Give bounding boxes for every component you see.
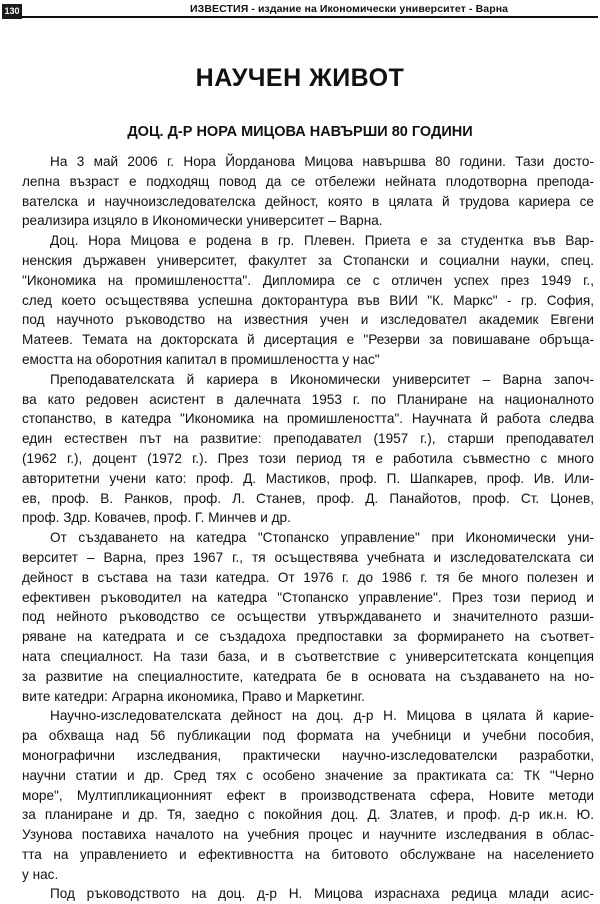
text-line: море", Мултипликационният ефект в производствената сфера, Новите методи	[22, 787, 594, 803]
text-line: научни статии и др. Сред тях с особено значение за практиката са: ТК "Черно	[22, 767, 594, 783]
text-line: един естествен път на развитие: преподавател (1957 г.), старши преподавател	[22, 431, 594, 447]
text-line: ефективен ръководител на катедра "Стопанско управление". През този период и	[22, 589, 594, 605]
text-line: ненския държавен университет, факултет за Стопански и социални науки, спец.	[22, 252, 594, 268]
text-line: стопанство, в катедра "Икономика на промишлеността". Научната й работа следва	[22, 411, 594, 427]
text-line: Матеев. Темата на докторската й дисертация е "Резерви за повишаване обръща-	[22, 332, 594, 348]
text-line: На 3 май 2006 г. Нора Йорданова Мицова навършва 80 години. Тази досто-	[50, 154, 594, 169]
paragraph	[22, 706, 594, 884]
text-line: лепна възраст е подходящ повод да се отбележи нейната плодотворна препода-	[22, 173, 594, 189]
text-line: след което осъществява успешна докторантура във ВИИ "К. Маркс" - гр. София,	[22, 292, 594, 308]
text-line: От създаването на катедра "Стопанско управление" при Икономически уни-	[50, 530, 594, 546]
text-line: авторитетни учени като: проф. Д. Мастиков, проф. П. Шапкарев, проф. Ив. Или-	[22, 470, 594, 486]
text-line: ев, проф. В. Ранков, проф. Л. Станев, проф. Д. Панайотов, проф. Ст. Цонев,	[22, 490, 594, 506]
text-line: Научно-изследователската дейност на доц. д-р Н. Мицова в цялата й карие-	[50, 708, 594, 724]
article-body	[22, 152, 594, 904]
text-line: тта на управлението и ефективността на битовото обслужване на населението	[22, 846, 594, 862]
journal-title: ИЗВЕСТИЯ - издание на Икономически университет - Варна	[190, 3, 509, 15]
page-number: 130	[2, 4, 22, 19]
text-line: вателска и научноизследователска дейност, която в цялата й трудова кариера се	[22, 193, 594, 209]
text-line: под научното ръководство на известния учен и изследовател академик Евгени	[22, 312, 594, 328]
text-line: Преподавателската й кариера в Икономически университет – Варна започ-	[50, 371, 594, 387]
text-line: ва като редовен асистент в далечната 1953 г. по Планиране на националното	[22, 391, 594, 407]
text-line: под нейното ръководство се осъществи утвърждаването и значителното разши-	[22, 609, 594, 625]
text-line: монографични изследвания, практически научно-изследователски разработки,	[22, 747, 594, 763]
text-line: вите катедри: Аграрна икономика, Право и Маркетинг.	[22, 688, 365, 704]
article-title: ДОЦ. Д-Р НОРА МИЦОВА НАВЪРШИ 80 ГОДИНИ	[127, 124, 473, 140]
text-line: дейност в състава на тази катедра. От 1976 г. до 1986 г. тя бе много полезен и	[22, 569, 594, 585]
text-line: за развитие на специалностите, катедрата бе в основата на създаването на но-	[22, 668, 594, 684]
running-header	[0, 0, 600, 22]
text-line: емостта на оборотния капитал в промишлеността у нас"	[22, 351, 380, 367]
header-rule	[22, 16, 598, 18]
text-line: (1962 г.), доцент (1972 г.). През този период тя е работила съвместно с много	[22, 450, 594, 466]
text-line: проф. Здр. Ковачев, проф. Г. Минчев и др.	[22, 510, 291, 526]
paragraph	[22, 370, 594, 528]
text-line: у нас.	[22, 866, 59, 882]
paragraph	[22, 231, 594, 370]
text-line: ната специалност. На тази база, и в съответствие с университетската концепция	[22, 648, 594, 664]
text-line: верситет – Варна, през 1967 г., тя осъществява учебната и изследователската си	[22, 549, 594, 565]
section-title: НАУЧЕН ЖИВОТ	[195, 64, 405, 92]
paragraph	[22, 528, 594, 706]
text-line: реализира изцяло в Икономически университет – Варна.	[22, 213, 383, 229]
text-line: "Икономика на промишлеността". Дипломира се с отличен успех през 1949 г.,	[22, 272, 594, 288]
text-line: ряване на катедрата и се създадоха предпоставки за формирането на съответ-	[22, 629, 594, 645]
text-line: Под ръководството на доц. д-р Н. Мицова израснаха редица млади асис-	[50, 886, 594, 902]
text-line: Узунова поставиха началото на учебния процес и научните изследвания в облас-	[22, 827, 594, 843]
text-line: за планиране и др. Тя, заедно с покойния доц. Д. Златев, и проф. д-р ик.н. Ю.	[22, 807, 594, 823]
paragraph	[22, 884, 594, 904]
text-line: Доц. Нора Мицова е родена в гр. Плевен. Приета е за студентка във Вар-	[50, 233, 594, 249]
text-line: ра обхваща над 56 публикации под формата на учебници и учебни пособия,	[22, 728, 594, 744]
paragraph	[22, 152, 594, 231]
